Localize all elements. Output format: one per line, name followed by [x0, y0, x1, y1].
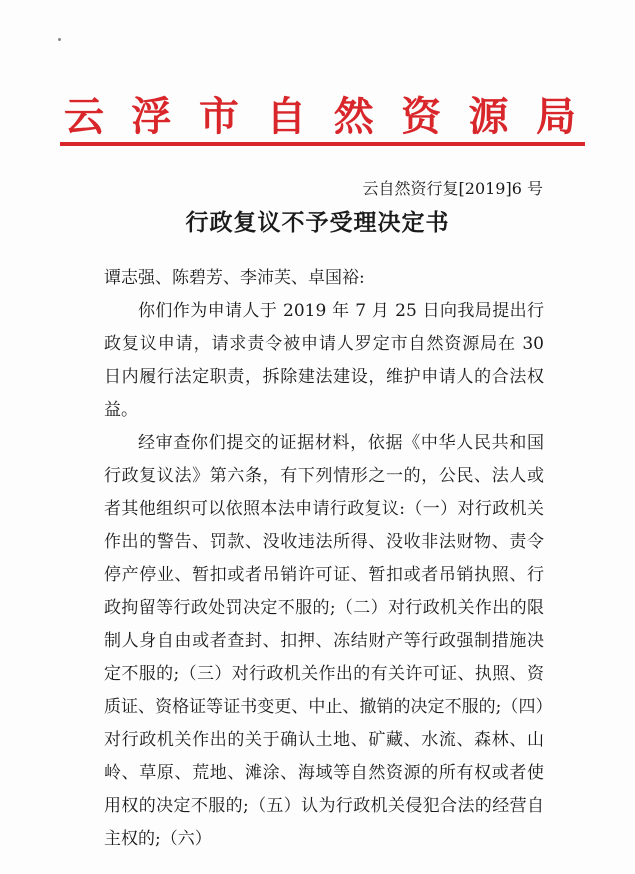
letterhead-char: 局: [535, 92, 576, 140]
letterhead-char: 市: [198, 92, 239, 140]
body-paragraph: 你们作为申请人于 2019 年 7 月 25 日向我局提出行政复议申请，请求责令被申请人罗定市自然资源局在 30 日内履行法定职责，拆除建法建设，维护申请人的合法权益。: [104, 301, 544, 420]
letterhead-char: 资: [401, 92, 442, 140]
letterhead-char: 云: [64, 92, 104, 140]
body-paragraph: 经审查你们提交的证据材料，依据《中华人民共和国行政复议法》第六条，有下列情形之一的，公民、法人或者其他组织可以依照本法申请行政复议:（一）对行政机关作出的警告、罚款、没收违法所得、没收非法财物、责令停产停业、暂扣或者吊销许可证、暂扣或者吊销执照、行政拘留等行政处罚决定不服的;（二）对行政机关作出的限制人身自由或者查封、扣押、冻结财产等行政强制措施决定不服的;（三）对行政机关作出的有关许可证、执照、资质证、资格证等证书变更、中止、撤销的决定不服的;（四）对行政机关作出的关于确认土地、矿藏、水流、森林、山岭、草原、荒地、滩涂、海域等自然资源的所有权或者使用权的决定不服的;（五）认为行政机关侵犯合法的经营自主权的;（六）: [104, 433, 544, 849]
letterhead-divider: [60, 142, 585, 146]
document-body: [104, 262, 544, 856]
letterhead-char: 然: [333, 92, 374, 140]
letterhead-char: 浮: [131, 92, 172, 140]
scan-speck: [58, 38, 61, 41]
document-title: 行政复议不予受理决定书: [185, 209, 450, 236]
addressee: 谭志强、陈碧芳、李沛芙、卓国裕:: [104, 268, 365, 288]
letterhead-char: 源: [468, 92, 509, 140]
letterhead-title: [60, 88, 580, 138]
letterhead-char: 自: [266, 92, 307, 140]
document-number: 云自然资行复[2019]6 号: [362, 179, 543, 198]
